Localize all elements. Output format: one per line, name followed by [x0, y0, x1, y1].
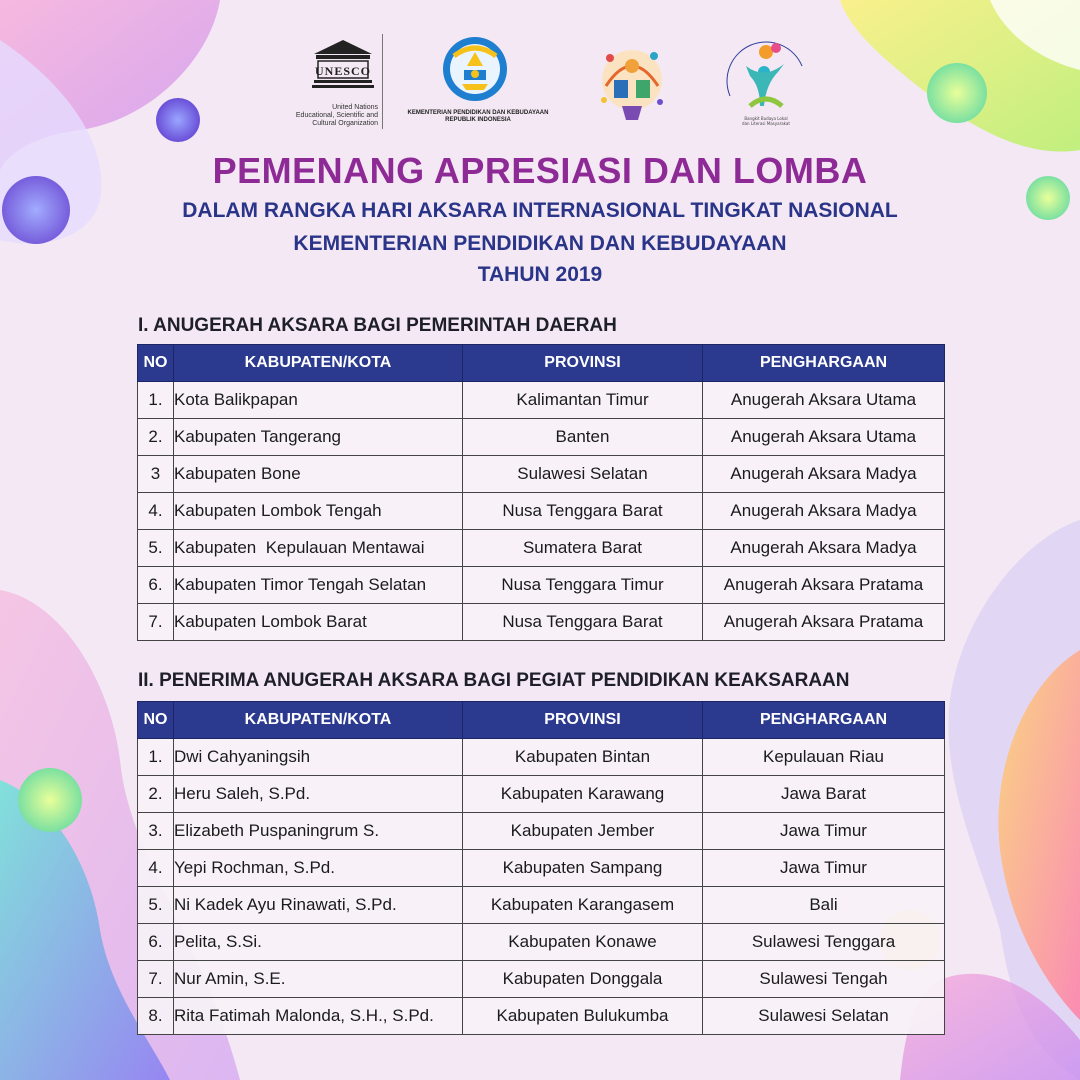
cell-penghargaan: Anugerah Aksara Pratama: [703, 567, 945, 604]
table-row: [138, 961, 945, 998]
table-row: [138, 419, 945, 456]
column-header-kabupaten: KABUPATEN/KOTA: [174, 345, 463, 382]
table-row: [138, 850, 945, 887]
unesco-caption-line: United Nations: [332, 104, 378, 111]
table-row: [138, 567, 945, 604]
table-row: [138, 739, 945, 776]
cell-provinsi: Kabupaten Bintan: [463, 739, 703, 776]
table-row: [138, 998, 945, 1035]
cell-kabupaten: Pelita, S.Si.: [174, 924, 463, 961]
cell-penghargaan: Sulawesi Selatan: [703, 998, 945, 1035]
cell-kabupaten: Kabupaten Lombok Barat: [174, 604, 463, 641]
cell-provinsi: Nusa Tenggara Barat: [463, 604, 703, 641]
cell-penghargaan: Anugerah Aksara Utama: [703, 382, 945, 419]
cell-kabupaten: Ni Kadek Ayu Rinawati, S.Pd.: [174, 887, 463, 924]
cell-penghargaan: Anugerah Aksara Madya: [703, 530, 945, 567]
cell-penghargaan: Anugerah Aksara Madya: [703, 456, 945, 493]
unesco-temple-icon: [312, 38, 374, 92]
unesco-caption-line: Educational, Scientific and: [295, 112, 378, 119]
cell-provinsi: Kabupaten Jember: [463, 813, 703, 850]
table-row: [138, 604, 945, 641]
svg-text:UNESCO: UNESCO: [314, 64, 372, 78]
cell-no: 2.: [138, 419, 174, 456]
cell-provinsi: Kabupaten Konawe: [463, 924, 703, 961]
cell-kabupaten: Kabupaten Lombok Tengah: [174, 493, 463, 530]
section-1-table: [137, 344, 945, 641]
cell-provinsi: Nusa Tenggara Timur: [463, 567, 703, 604]
cell-provinsi: Sumatera Barat: [463, 530, 703, 567]
cell-kabupaten: Rita Fatimah Malonda, S.H., S.Pd.: [174, 998, 463, 1035]
cell-no: 1.: [138, 739, 174, 776]
section-2-table: [137, 701, 945, 1035]
column-header-penghargaan: PENGHARGAAN: [703, 345, 945, 382]
table-row: [138, 530, 945, 567]
cell-no: 5.: [138, 530, 174, 567]
column-header-penghargaan: PENGHARGAAN: [703, 702, 945, 739]
table-row: [138, 887, 945, 924]
cell-penghargaan: Sulawesi Tenggara: [703, 924, 945, 961]
table-row: [138, 924, 945, 961]
cell-kabupaten: Kabupaten Timor Tengah Selatan: [174, 567, 463, 604]
table-header-row: [138, 345, 945, 382]
cell-kabupaten: Dwi Cahyaningsih: [174, 739, 463, 776]
cell-kabupaten: Heru Saleh, S.Pd.: [174, 776, 463, 813]
table-row: [138, 776, 945, 813]
column-header-provinsi: PROVINSI: [463, 702, 703, 739]
hari-aksara-internasional-logo-icon: [720, 36, 812, 132]
cell-provinsi: Banten: [463, 419, 703, 456]
kemdikbud-caption-line: REPUBLIK INDONESIA: [445, 117, 511, 123]
poster-subtitle: KEMENTERIAN PENDIDIKAN DAN KEBUDAYAAN: [293, 232, 787, 255]
unesco-caption-line: Cultural Organization: [312, 120, 378, 127]
cell-kabupaten: Kabupaten Bone: [174, 456, 463, 493]
cell-provinsi: Kalimantan Timur: [463, 382, 703, 419]
literacy-illustration-logo-icon: [592, 36, 672, 132]
cell-penghargaan: Kepulauan Riau: [703, 739, 945, 776]
cell-no: 5.: [138, 887, 174, 924]
logo-divider: [382, 34, 383, 129]
cell-penghargaan: Jawa Barat: [703, 776, 945, 813]
cell-provinsi: Kabupaten Karangasem: [463, 887, 703, 924]
kemdikbud-caption-line: KEMENTERIAN PENDIDIKAN DAN KEBUDAYAAN: [407, 110, 549, 116]
column-header-no: NO: [138, 702, 174, 739]
cell-penghargaan: Sulawesi Tengah: [703, 961, 945, 998]
table-row: [138, 382, 945, 419]
table-header-row: [138, 702, 945, 739]
cell-provinsi: Kabupaten Bulukumba: [463, 998, 703, 1035]
column-header-no: NO: [138, 345, 174, 382]
cell-provinsi: Kabupaten Donggala: [463, 961, 703, 998]
cell-no: 4.: [138, 493, 174, 530]
section-2-title: II. PENERIMA ANUGERAH AKSARA BAGI PEGIAT PENDIDIKAN KEAKSARAAN: [138, 670, 850, 691]
cell-no: 8.: [138, 998, 174, 1035]
poster-year: TAHUN 2019: [477, 263, 603, 286]
cell-provinsi: Nusa Tenggara Barat: [463, 493, 703, 530]
cell-provinsi: Sulawesi Selatan: [463, 456, 703, 493]
cell-penghargaan: Bali: [703, 887, 945, 924]
tut-wuri-handayani-emblem-icon: [442, 36, 508, 102]
cell-no: 7.: [138, 604, 174, 641]
column-header-provinsi: PROVINSI: [463, 345, 703, 382]
poster-subtitle: DALAM RANGKA HARI AKSARA INTERNASIONAL TINGKAT NASIONAL: [182, 199, 898, 222]
cell-penghargaan: Jawa Timur: [703, 850, 945, 887]
cell-penghargaan: Anugerah Aksara Pratama: [703, 604, 945, 641]
cell-kabupaten: Kota Balikpapan: [174, 382, 463, 419]
cell-no: 2.: [138, 776, 174, 813]
cell-no: 6.: [138, 924, 174, 961]
kemdikbud-caption: [398, 110, 558, 124]
column-header-kabupaten: KABUPATEN/KOTA: [174, 702, 463, 739]
cell-no: 3.: [138, 813, 174, 850]
cell-no: 1.: [138, 382, 174, 419]
svg-text:Bangkit Budaya Lokal: Bangkit Budaya Lokal: [744, 116, 788, 121]
cell-provinsi: Kabupaten Sampang: [463, 850, 703, 887]
cell-penghargaan: Jawa Timur: [703, 813, 945, 850]
logo-row: [282, 32, 822, 142]
cell-no: 7.: [138, 961, 174, 998]
cell-kabupaten: Kabupaten Kepulauan Mentawai: [174, 530, 463, 567]
poster-title: PEMENANG APRESIASI DAN LOMBA: [212, 150, 868, 191]
cell-kabupaten: Elizabeth Puspaningrum S.: [174, 813, 463, 850]
section-1-title: I. ANUGERAH AKSARA BAGI PEMERINTAH DAERAH: [138, 315, 617, 336]
cell-kabupaten: Nur Amin, S.E.: [174, 961, 463, 998]
svg-text:dan Literasi Masyarakat: dan Literasi Masyarakat: [742, 121, 790, 126]
cell-kabupaten: Yepi Rochman, S.Pd.: [174, 850, 463, 887]
cell-penghargaan: Anugerah Aksara Madya: [703, 493, 945, 530]
table-row: [138, 456, 945, 493]
table-row: [138, 493, 945, 530]
cell-no: 4.: [138, 850, 174, 887]
table-row: [138, 813, 945, 850]
cell-kabupaten: Kabupaten Tangerang: [174, 419, 463, 456]
cell-penghargaan: Anugerah Aksara Utama: [703, 419, 945, 456]
unesco-caption: [278, 104, 378, 128]
cell-provinsi: Kabupaten Karawang: [463, 776, 703, 813]
cell-no: 6.: [138, 567, 174, 604]
cell-no: 3: [138, 456, 174, 493]
